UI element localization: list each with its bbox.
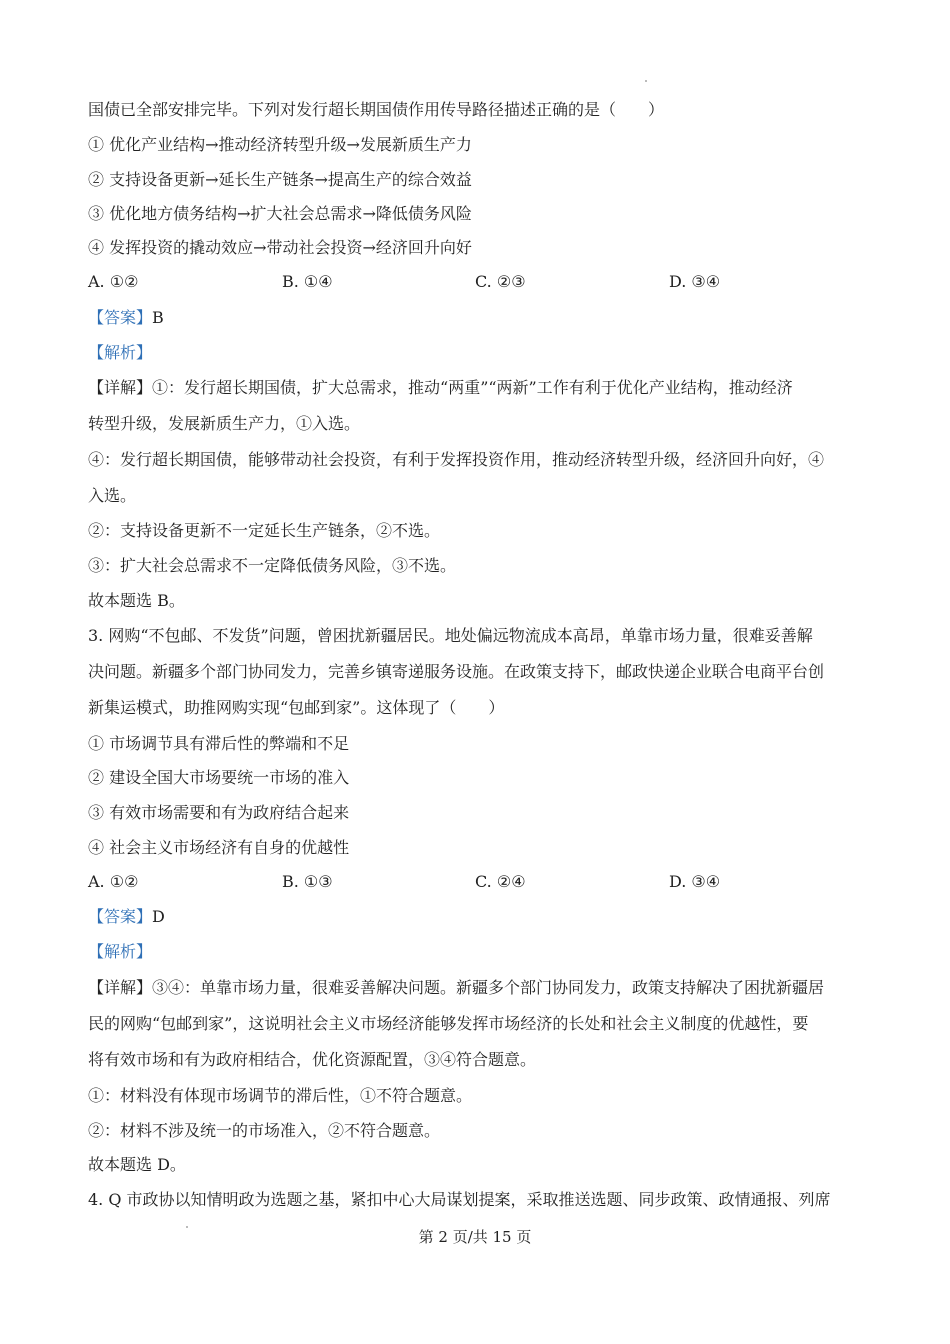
q2-analysis-heading: [88, 343, 862, 363]
answer-tag: 【答案】: [88, 308, 153, 327]
q3-option-c: C. ②④: [475, 872, 526, 891]
q2-options: [88, 272, 868, 292]
detail-text: ③④：单靠市场力量，很难妥善解决问题。新疆多个部门协同发力，政策支持解决了困扰新疆居: [152, 978, 825, 997]
answer-value: B: [152, 308, 164, 327]
detail-tag: 【详解】: [88, 378, 153, 397]
q3-option-d: D. ③④: [669, 872, 721, 891]
q2-option-c: C. ②③: [475, 272, 526, 291]
q3-detail-line-2: 民的网购“包邮到家”，这说明社会主义市场经济能够发挥市场经济的长处和社会主义制度的优越性，要: [88, 1014, 809, 1033]
scan-speck: [186, 1226, 188, 1228]
q2-detail-line-4: 入选。: [88, 486, 137, 505]
q3-option-a: A. ①②: [88, 872, 139, 891]
q2-item-1: ① 优化产业结构→推动经济转型升级→发展新质生产力: [88, 135, 472, 154]
q3-detail-line-5: ②：材料不涉及统一的市场准入，②不符合题意。: [88, 1121, 441, 1140]
q2-option-d: D. ③④: [669, 272, 721, 291]
q3-stem-line-1: 3. 网购“不包邮、不发货”问题，曾困扰新疆居民。地处偏远物流成本高昂，单靠市场力量，很难妥善解: [88, 626, 813, 645]
q2-detail-line-6: ③：扩大社会总需求不一定降低债务风险，③不选。: [88, 556, 457, 575]
q2-option-b: B. ①④: [282, 272, 333, 291]
q2-answer: [88, 308, 862, 328]
q3-answer: [88, 907, 862, 927]
q3-item-1: ① 市场调节具有滞后性的弊端和不足: [88, 734, 350, 753]
q4-stem-line-1: 4. Q 市政协以知情明政为选题之基，紧扣中心大局谋划提案，采取推送选题、同步政策、政情通报、列席: [88, 1190, 831, 1209]
q2-detail-line-5: ②：支持设备更新不一定延长生产链条，②不选。: [88, 521, 441, 540]
q3-analysis-heading: [88, 942, 862, 962]
q3-option-b: B. ①③: [282, 872, 333, 891]
q3-stem-line-2: 决问题。新疆多个部门协同发力，完善乡镇寄递服务设施。在政策支持下，邮政快递企业联合电商平台创: [88, 662, 825, 681]
scan-speck: [645, 80, 647, 82]
page-number: 第 2 页/共 15 页: [418, 1228, 532, 1246]
q3-detail-line-4: ①：材料没有体现市场调节的滞后性，①不符合题意。: [88, 1086, 473, 1105]
q2-item-3: ③ 优化地方债务结构→扩大社会总需求→降低债务风险: [88, 204, 472, 223]
q2-conclusion: 故本题选 B。: [88, 591, 185, 610]
q2-option-a: A. ①②: [88, 272, 139, 291]
analysis-tag: 【解析】: [88, 942, 153, 961]
q3-conclusion: 故本题选 D。: [88, 1155, 186, 1174]
q2-item-2: ② 支持设备更新→延长生产链条→提高生产的综合效益: [88, 170, 472, 189]
answer-tag: 【答案】: [88, 907, 153, 926]
q3-options: [88, 872, 868, 892]
detail-tag: 【详解】: [88, 978, 153, 997]
q3-item-3: ③ 有效市场需要和有为政府结合起来: [88, 803, 350, 822]
analysis-tag: 【解析】: [88, 343, 153, 362]
q3-detail-line-1: [88, 978, 862, 998]
q2-detail-line-3: ④：发行超长期国债，能够带动社会投资，有利于发挥投资作用，推动经济转型升级，经济回升向好，④: [88, 450, 825, 469]
q3-stem-line-3: 新集运模式，助推网购实现“包邮到家”。这体现了（ ）: [88, 698, 505, 717]
answer-value: D: [152, 907, 165, 926]
q2-item-4: ④ 发挥投资的撬动效应→带动社会投资→经济回升向好: [88, 238, 472, 257]
q3-item-2: ② 建设全国大市场要统一市场的准入: [88, 768, 350, 787]
q2-detail-line-2: 转型升级，发展新质生产力，①入选。: [88, 414, 361, 433]
q2-stem: 国债已全部安排完毕。下列对发行超长期国债作用传导路径描述正确的是（ ）: [88, 100, 665, 119]
detail-text: ①：发行超长期国债，扩大总需求，推动“两重”“两新”工作有利于优化产业结构，推动经济: [152, 378, 793, 397]
q3-detail-line-3: 将有效市场和有为政府相结合，优化资源配置，③④符合题意。: [88, 1050, 537, 1069]
q2-detail-line-1: [88, 378, 862, 398]
q3-item-4: ④ 社会主义市场经济有自身的优越性: [88, 838, 350, 857]
